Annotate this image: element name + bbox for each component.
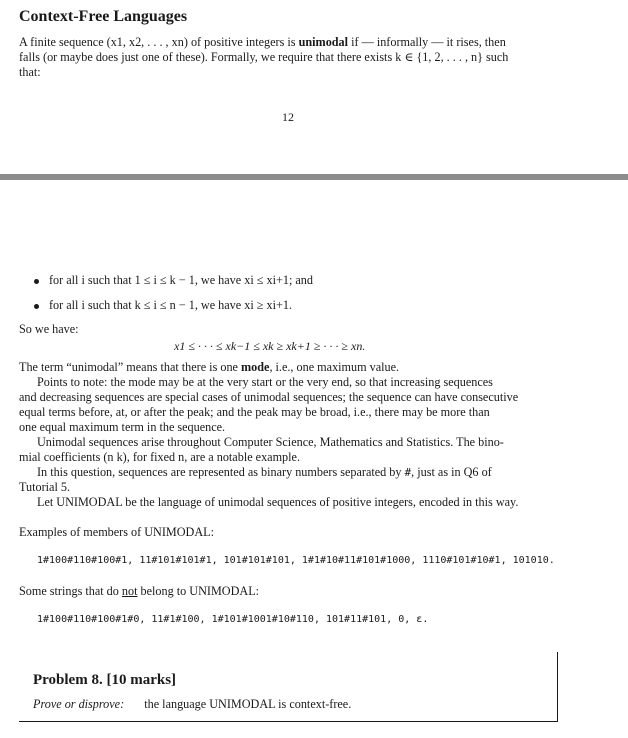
arise-paragraph: Unimodal sequences arise throughout Computer Science, Mathematics and Statistics. The bino- mial coefficients (n k), for fixed n, are a notable example.	[19, 435, 504, 464]
prompt-label: Prove or disprove:	[33, 697, 125, 711]
prompt-text: the language UNIMODAL is context-free.	[144, 697, 352, 711]
problem-box-bottom-border	[19, 721, 558, 722]
bullet-icon	[34, 279, 39, 284]
page-separator	[0, 174, 628, 180]
term-mode: mode	[241, 360, 270, 374]
points-paragraph: Points to note: the mode may be at the very start or the very end, so that increasing sequences and decreasing sequences are special cases of unimodal sequences; the sequence can have consecutive equal terms before, at, or after the peak; and the peak may be broad, i.e., there may be more than one equal maximum term in the sequence.	[19, 375, 519, 434]
section-heading: Context-Free Languages	[19, 8, 188, 25]
bullet-item: for all i such that k ≤ i ≤ n − 1, we have xi ≥ xi+1.	[34, 298, 292, 313]
nonmembers-list: 1#100#110#100#1#0, 11#1#100, 1#101#1001#10#110, 101#11#101, 0, ε.	[37, 614, 429, 625]
bullet-item: for all i such that 1 ≤ i ≤ k − 1, we have xi ≤ xi+1; and	[34, 273, 313, 288]
term-unimodal: unimodal	[298, 35, 349, 49]
intro-line-1: A finite sequence (x1, x2, . . . , xn) of positive integers is unimodal if — informally — it rises, then	[19, 35, 506, 49]
nonmembers-label: Some strings that do not belong to UNIMODAL:	[19, 584, 260, 598]
representation-paragraph: In this question, sequences are represented as binary numbers separated by #, just as in Q6 of Tutorial 5.	[19, 465, 492, 494]
so-we-have: So we have:	[19, 322, 79, 336]
examples-list: 1#100#110#100#1, 11#101#101#1, 101#101#101, 1#1#10#11#101#1000, 1110#101#10#1, 101010.	[37, 555, 555, 566]
intro-paragraph	[19, 35, 579, 80]
intro-line-3: that:	[19, 65, 41, 79]
intro-line-2: falls (or maybe does just one of these). Formally, we require that there exists k ∈ {1, 2, . . . , n} such	[19, 50, 509, 64]
language-definition: Let UNIMODAL be the language of unimodal sequences of positive integers, encoded in this way.	[37, 495, 519, 509]
problem-prompt	[33, 697, 351, 712]
problem-title: Problem 8. [10 marks]	[33, 672, 177, 688]
problem-box-right-border	[557, 652, 558, 722]
hash-symbol: #	[404, 466, 412, 479]
examples-label: Examples of members of UNIMODAL:	[19, 525, 214, 539]
underlined-not: not	[121, 584, 138, 598]
bullet-icon	[34, 304, 39, 309]
display-equation: x1 ≤ · · · ≤ xk−1 ≤ xk ≥ xk+1 ≥ · · · ≥ xn.	[174, 339, 366, 353]
term-paragraph: The term “unimodal” means that there is one mode, i.e., one maximum value.	[19, 360, 400, 374]
page-number: 12	[282, 110, 294, 124]
